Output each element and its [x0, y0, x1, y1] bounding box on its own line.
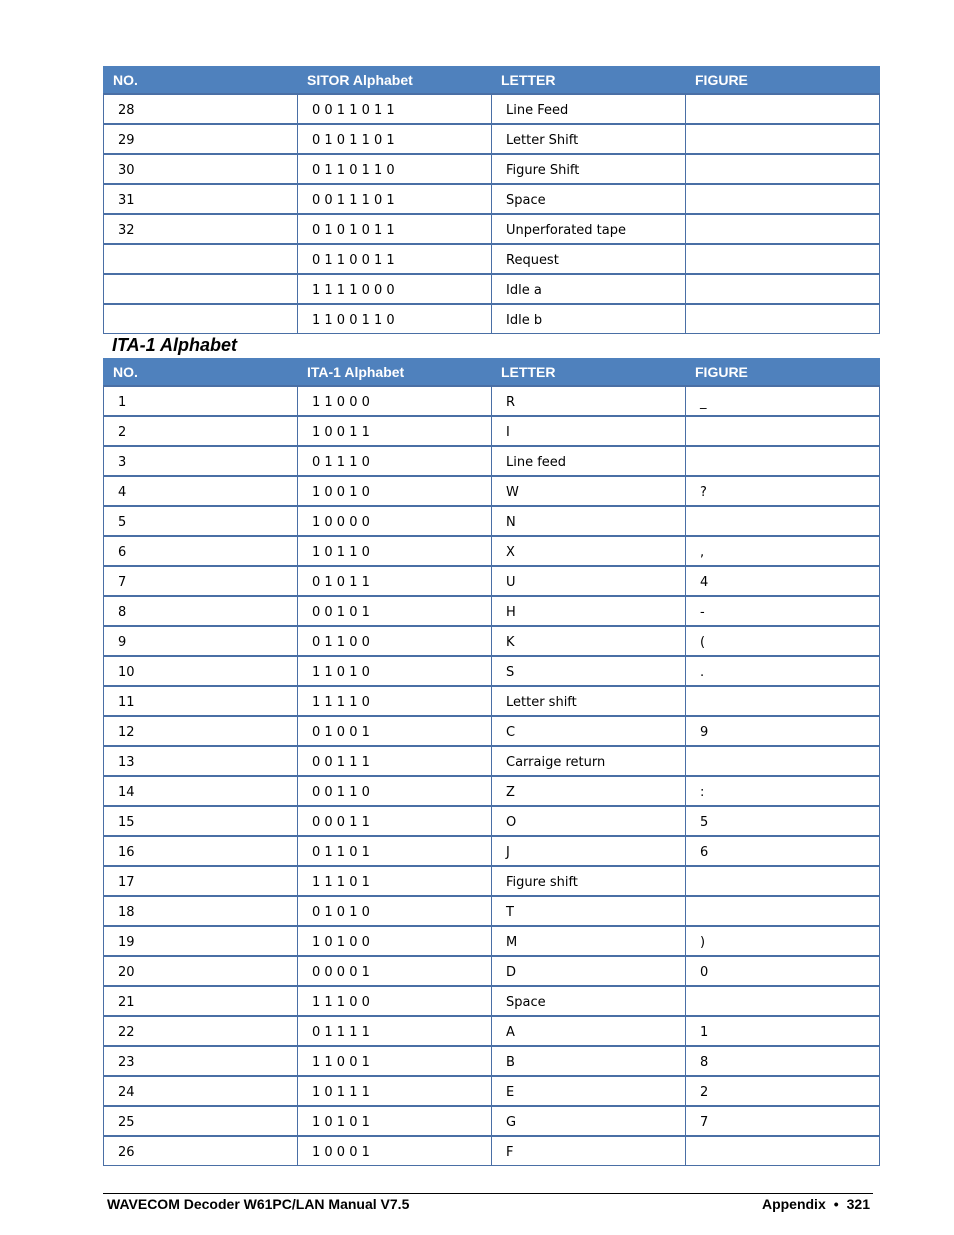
cell-figure — [686, 896, 880, 926]
cell-code: 1 0 0 1 0 — [298, 476, 492, 506]
cell-letter: O — [492, 806, 686, 836]
cell-figure — [686, 214, 880, 244]
cell-letter: Line Feed — [492, 94, 686, 124]
cell-code: 0 1 1 1 1 — [298, 1016, 492, 1046]
cell-figure — [686, 506, 880, 536]
cell-no: 8 — [104, 596, 298, 626]
cell-code: 0 0 1 1 0 1 1 — [298, 94, 492, 124]
cell-figure: 2 — [686, 1076, 880, 1106]
cell-letter: Z — [492, 776, 686, 806]
cell-letter: H — [492, 596, 686, 626]
column-header-figure: FIGURE — [686, 67, 880, 95]
cell-no — [104, 244, 298, 274]
cell-no: 5 — [104, 506, 298, 536]
cell-letter: Line feed — [492, 446, 686, 476]
cell-figure: 6 — [686, 836, 880, 866]
table-row — [104, 656, 880, 686]
cell-code: 1 1 1 0 1 — [298, 866, 492, 896]
cell-code: 0 1 0 1 0 — [298, 896, 492, 926]
table-row — [104, 446, 880, 476]
cell-no: 16 — [104, 836, 298, 866]
cell-no: 10 — [104, 656, 298, 686]
cell-letter: G — [492, 1106, 686, 1136]
cell-letter: Figure shift — [492, 866, 686, 896]
cell-no: 18 — [104, 896, 298, 926]
cell-figure — [686, 304, 880, 334]
column-header-no: NO. — [104, 359, 298, 387]
cell-figure — [686, 446, 880, 476]
cell-no: 31 — [104, 184, 298, 214]
cell-no: 29 — [104, 124, 298, 154]
cell-figure: - — [686, 596, 880, 626]
cell-letter: Letter shift — [492, 686, 686, 716]
cell-code: 1 1 0 0 0 — [298, 386, 492, 416]
cell-letter: Request — [492, 244, 686, 274]
cell-figure: _ — [686, 386, 880, 416]
cell-figure: ( — [686, 626, 880, 656]
table-row — [104, 1136, 880, 1166]
table-row — [104, 806, 880, 836]
cell-figure — [686, 746, 880, 776]
cell-figure — [686, 686, 880, 716]
cell-figure — [686, 274, 880, 304]
cell-code: 1 1 1 1 0 0 0 — [298, 274, 492, 304]
table-row — [104, 716, 880, 746]
cell-code: 0 1 1 0 1 — [298, 836, 492, 866]
sitor-alphabet-table — [103, 66, 880, 334]
cell-figure: . — [686, 656, 880, 686]
cell-code: 1 0 0 1 1 — [298, 416, 492, 446]
table-row — [104, 304, 880, 334]
footer-divider — [103, 1193, 873, 1194]
table-row — [104, 986, 880, 1016]
table-header-row — [104, 359, 880, 387]
cell-letter: X — [492, 536, 686, 566]
cell-figure: 4 — [686, 566, 880, 596]
cell-letter: Carraige return — [492, 746, 686, 776]
table-row — [104, 124, 880, 154]
cell-code: 0 0 1 1 1 0 1 — [298, 184, 492, 214]
cell-letter: I — [492, 416, 686, 446]
table-row — [104, 94, 880, 124]
cell-letter: Idle a — [492, 274, 686, 304]
table-row — [104, 686, 880, 716]
table-row — [104, 866, 880, 896]
cell-figure — [686, 1136, 880, 1166]
cell-code: 1 0 1 0 1 — [298, 1106, 492, 1136]
cell-code: 1 0 1 0 0 — [298, 926, 492, 956]
table-row — [104, 1076, 880, 1106]
table-row — [104, 746, 880, 776]
cell-figure: 1 — [686, 1016, 880, 1046]
column-header-letter: LETTER — [492, 67, 686, 95]
column-header-no: NO. — [104, 67, 298, 95]
cell-letter: U — [492, 566, 686, 596]
table-row — [104, 1106, 880, 1136]
cell-code: 0 1 0 0 1 — [298, 716, 492, 746]
cell-figure — [686, 124, 880, 154]
cell-letter: T — [492, 896, 686, 926]
table-row — [104, 184, 880, 214]
cell-code: 1 1 0 0 1 1 0 — [298, 304, 492, 334]
cell-no: 17 — [104, 866, 298, 896]
table-row — [104, 416, 880, 446]
cell-code: 0 1 0 1 0 1 1 — [298, 214, 492, 244]
cell-no: 32 — [104, 214, 298, 244]
cell-no: 28 — [104, 94, 298, 124]
cell-letter: Space — [492, 986, 686, 1016]
table-row — [104, 836, 880, 866]
cell-no: 21 — [104, 986, 298, 1016]
table-row — [104, 566, 880, 596]
cell-letter: Figure Shift — [492, 154, 686, 184]
cell-no: 24 — [104, 1076, 298, 1106]
table-row — [104, 776, 880, 806]
cell-letter: F — [492, 1136, 686, 1166]
cell-figure: 9 — [686, 716, 880, 746]
cell-no — [104, 274, 298, 304]
cell-figure — [686, 244, 880, 274]
cell-no: 19 — [104, 926, 298, 956]
cell-letter: B — [492, 1046, 686, 1076]
cell-code: 1 1 0 1 0 — [298, 656, 492, 686]
table-row — [104, 244, 880, 274]
cell-no: 14 — [104, 776, 298, 806]
cell-code: 0 0 1 1 1 — [298, 746, 492, 776]
table-row — [104, 1016, 880, 1046]
cell-no: 30 — [104, 154, 298, 184]
cell-figure: ? — [686, 476, 880, 506]
table-row — [104, 926, 880, 956]
cell-code: 0 1 0 1 1 — [298, 566, 492, 596]
footer-page-number: 321 — [846, 1196, 870, 1212]
cell-letter: E — [492, 1076, 686, 1106]
footer-manual-title: WAVECOM Decoder W61PC/LAN Manual V7.5 — [107, 1196, 410, 1212]
table-row — [104, 476, 880, 506]
cell-figure — [686, 184, 880, 214]
cell-no: 12 — [104, 716, 298, 746]
cell-code: 1 1 1 1 0 — [298, 686, 492, 716]
cell-figure — [686, 866, 880, 896]
table-row — [104, 896, 880, 926]
cell-code: 0 0 0 0 1 — [298, 956, 492, 986]
table-row — [104, 274, 880, 304]
cell-code: 0 1 1 0 0 1 1 — [298, 244, 492, 274]
section-heading-ita1: ITA-1 Alphabet — [112, 335, 237, 355]
cell-letter: N — [492, 506, 686, 536]
cell-no: 9 — [104, 626, 298, 656]
table-row — [104, 956, 880, 986]
cell-figure: : — [686, 776, 880, 806]
cell-no — [104, 304, 298, 334]
cell-no: 11 — [104, 686, 298, 716]
table-row — [104, 506, 880, 536]
cell-code: 0 0 0 1 1 — [298, 806, 492, 836]
cell-letter: D — [492, 956, 686, 986]
cell-letter: Letter Shift — [492, 124, 686, 154]
cell-figure: 7 — [686, 1106, 880, 1136]
cell-figure — [686, 416, 880, 446]
cell-letter: Idle b — [492, 304, 686, 334]
footer-page-info — [762, 1196, 870, 1212]
cell-code: 0 0 1 0 1 — [298, 596, 492, 626]
cell-code: 0 1 1 0 0 — [298, 626, 492, 656]
cell-code: 1 1 1 0 0 — [298, 986, 492, 1016]
table-header-row — [104, 67, 880, 95]
cell-no: 7 — [104, 566, 298, 596]
cell-no: 6 — [104, 536, 298, 566]
cell-code: 0 0 1 1 0 — [298, 776, 492, 806]
cell-letter: Space — [492, 184, 686, 214]
footer-section: Appendix — [761, 1196, 826, 1212]
cell-letter: Unperforated tape — [492, 214, 686, 244]
cell-figure — [686, 154, 880, 184]
cell-code: 0 1 1 0 1 1 0 — [298, 154, 492, 184]
cell-code: 0 1 1 1 0 — [298, 446, 492, 476]
cell-no: 23 — [104, 1046, 298, 1076]
cell-figure: 8 — [686, 1046, 880, 1076]
column-header-letter: LETTER — [492, 359, 686, 387]
cell-letter: S — [492, 656, 686, 686]
table-row — [104, 536, 880, 566]
cell-letter: M — [492, 926, 686, 956]
table-row — [104, 214, 880, 244]
cell-figure — [686, 986, 880, 1016]
cell-no: 3 — [104, 446, 298, 476]
cell-no: 15 — [104, 806, 298, 836]
table-row — [104, 386, 880, 416]
column-header-ita1-alphabet: ITA-1 Alphabet — [298, 359, 492, 387]
cell-letter: W — [492, 476, 686, 506]
cell-figure: 5 — [686, 806, 880, 836]
cell-letter: C — [492, 716, 686, 746]
cell-code: 1 0 1 1 1 — [298, 1076, 492, 1106]
cell-no: 4 — [104, 476, 298, 506]
sitor-table-body — [104, 94, 880, 334]
cell-no: 22 — [104, 1016, 298, 1046]
cell-no: 1 — [104, 386, 298, 416]
table-row — [104, 154, 880, 184]
table-row — [104, 1046, 880, 1076]
cell-code: 1 0 1 1 0 — [298, 536, 492, 566]
cell-code: 1 1 0 0 1 — [298, 1046, 492, 1076]
cell-no: 25 — [104, 1106, 298, 1136]
table-row — [104, 626, 880, 656]
table-row — [104, 596, 880, 626]
column-header-sitor-alphabet: SITOR Alphabet — [298, 67, 492, 95]
cell-figure — [686, 94, 880, 124]
cell-no: 20 — [104, 956, 298, 986]
cell-no: 2 — [104, 416, 298, 446]
cell-letter: R — [492, 386, 686, 416]
footer-bullet: • — [833, 1196, 839, 1212]
cell-code: 1 0 0 0 0 — [298, 506, 492, 536]
cell-code: 1 0 0 0 1 — [298, 1136, 492, 1166]
cell-figure: ) — [686, 926, 880, 956]
cell-figure: 0 — [686, 956, 880, 986]
column-header-figure: FIGURE — [686, 359, 880, 387]
cell-figure: , — [686, 536, 880, 566]
cell-no: 26 — [104, 1136, 298, 1166]
cell-letter: A — [492, 1016, 686, 1046]
ita1-table-body — [104, 386, 880, 1166]
cell-no: 13 — [104, 746, 298, 776]
cell-letter: J — [492, 836, 686, 866]
ita1-alphabet-table — [103, 358, 880, 1166]
cell-letter: K — [492, 626, 686, 656]
cell-code: 0 1 0 1 1 0 1 — [298, 124, 492, 154]
